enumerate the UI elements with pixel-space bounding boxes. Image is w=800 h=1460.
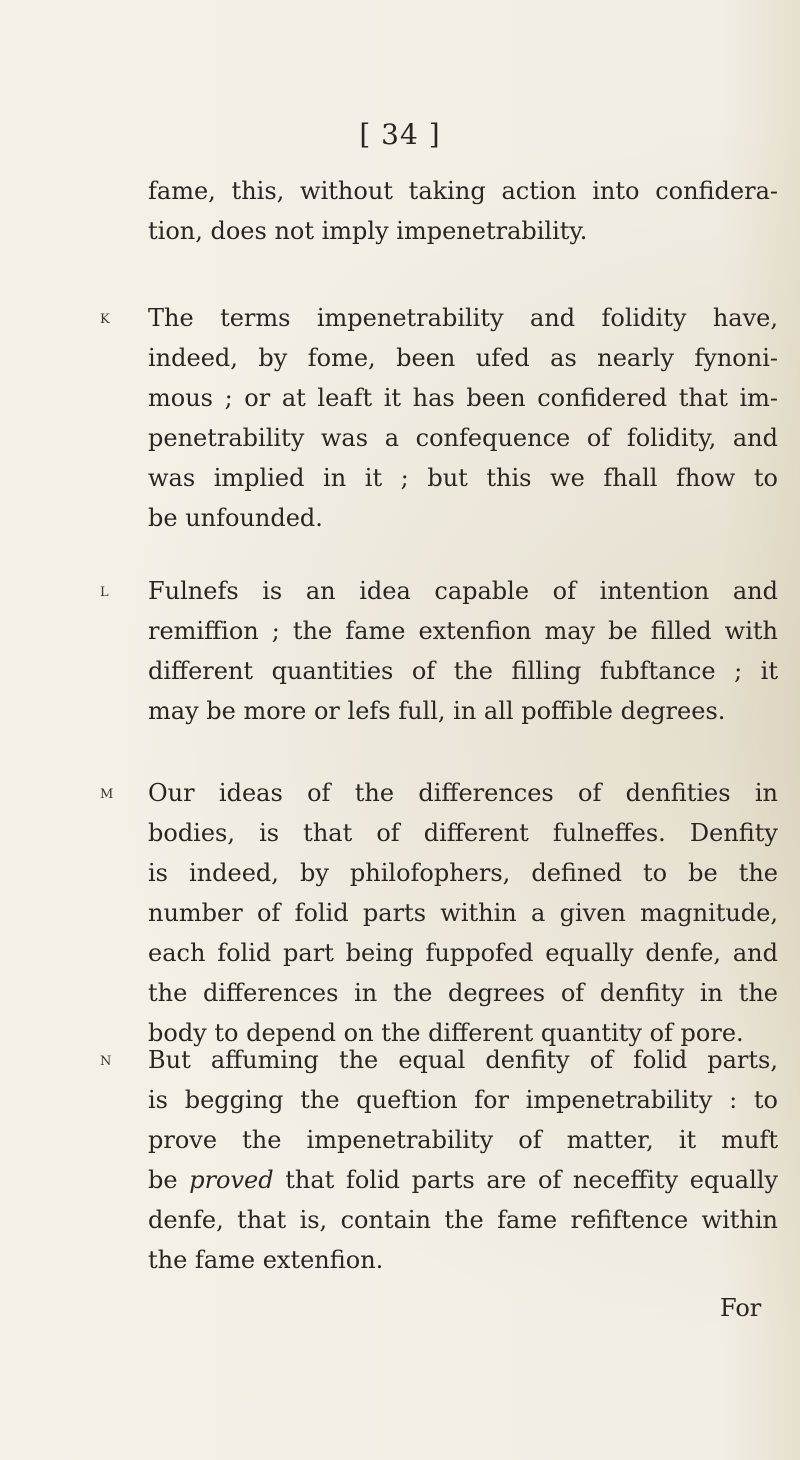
text-line: the fame extenfion. xyxy=(148,1246,384,1274)
paragraph-k xyxy=(148,298,778,538)
emphasis-text: proved xyxy=(189,1166,274,1194)
text-line: different quantities of the filling fubftance ; it xyxy=(148,657,778,685)
text-line: may be more or lefs full, in all poffible degrees. xyxy=(148,697,726,725)
margin-marker-k: K xyxy=(100,312,111,327)
paragraph-m xyxy=(148,773,778,1053)
text-line: be proved that folid parts are of neceffity equally xyxy=(148,1166,778,1194)
paragraph-continuation xyxy=(148,171,778,251)
text-line: the differences in the degrees of denfity in the xyxy=(148,979,778,1007)
text-line: is begging the queftion for impenetrability : to xyxy=(148,1086,778,1114)
margin-marker-m: M xyxy=(100,787,115,802)
paragraph-l xyxy=(148,571,778,731)
paragraph-n xyxy=(148,1040,778,1280)
text-line: prove the impenetrability of matter, it muft xyxy=(148,1126,778,1154)
text-line: indeed, by fome, been ufed as nearly fynoni- xyxy=(148,344,778,372)
text-line: Our ideas of the differences of denfities in xyxy=(148,779,778,807)
catchword: For xyxy=(720,1294,762,1322)
text-line: fame, this, without taking action into confidera- xyxy=(148,177,778,205)
text-line: was implied in it ; but this we fhall fhow to xyxy=(148,464,778,492)
text-line: penetrability was a confequence of folidity, and xyxy=(148,424,778,452)
text-line: each folid part being fuppofed equally denfe, and xyxy=(148,939,778,967)
text-line: The terms impenetrability and folidity have, xyxy=(148,304,778,332)
text-line: is indeed, by philofophers, defined to be the xyxy=(148,859,778,887)
page-number-header: [ 34 ] xyxy=(359,118,441,151)
text-line: remiffion ; the fame extenfion may be filled with xyxy=(148,617,778,645)
text-line: tion, does not imply impenetrability. xyxy=(148,217,588,245)
text-line: Fulnefs is an idea capable of intention and xyxy=(148,577,778,605)
text-line: bodies, is that of different fulneffes. Denfity xyxy=(148,819,778,847)
text-line: But affuming the equal denfity of folid parts, xyxy=(148,1046,778,1074)
text-line: number of folid parts within a given magnitude, xyxy=(148,899,778,927)
text-line: be unfounded. xyxy=(148,504,323,532)
text-line: body to depend on the different quantity of pore. xyxy=(148,1019,744,1047)
margin-marker-l: L xyxy=(100,585,110,600)
text-line: denfe, that is, contain the fame refiftence within xyxy=(148,1206,778,1234)
text-line: mous ; or at leaft it has been confidered that im- xyxy=(148,384,778,412)
margin-marker-n: N xyxy=(100,1054,113,1069)
